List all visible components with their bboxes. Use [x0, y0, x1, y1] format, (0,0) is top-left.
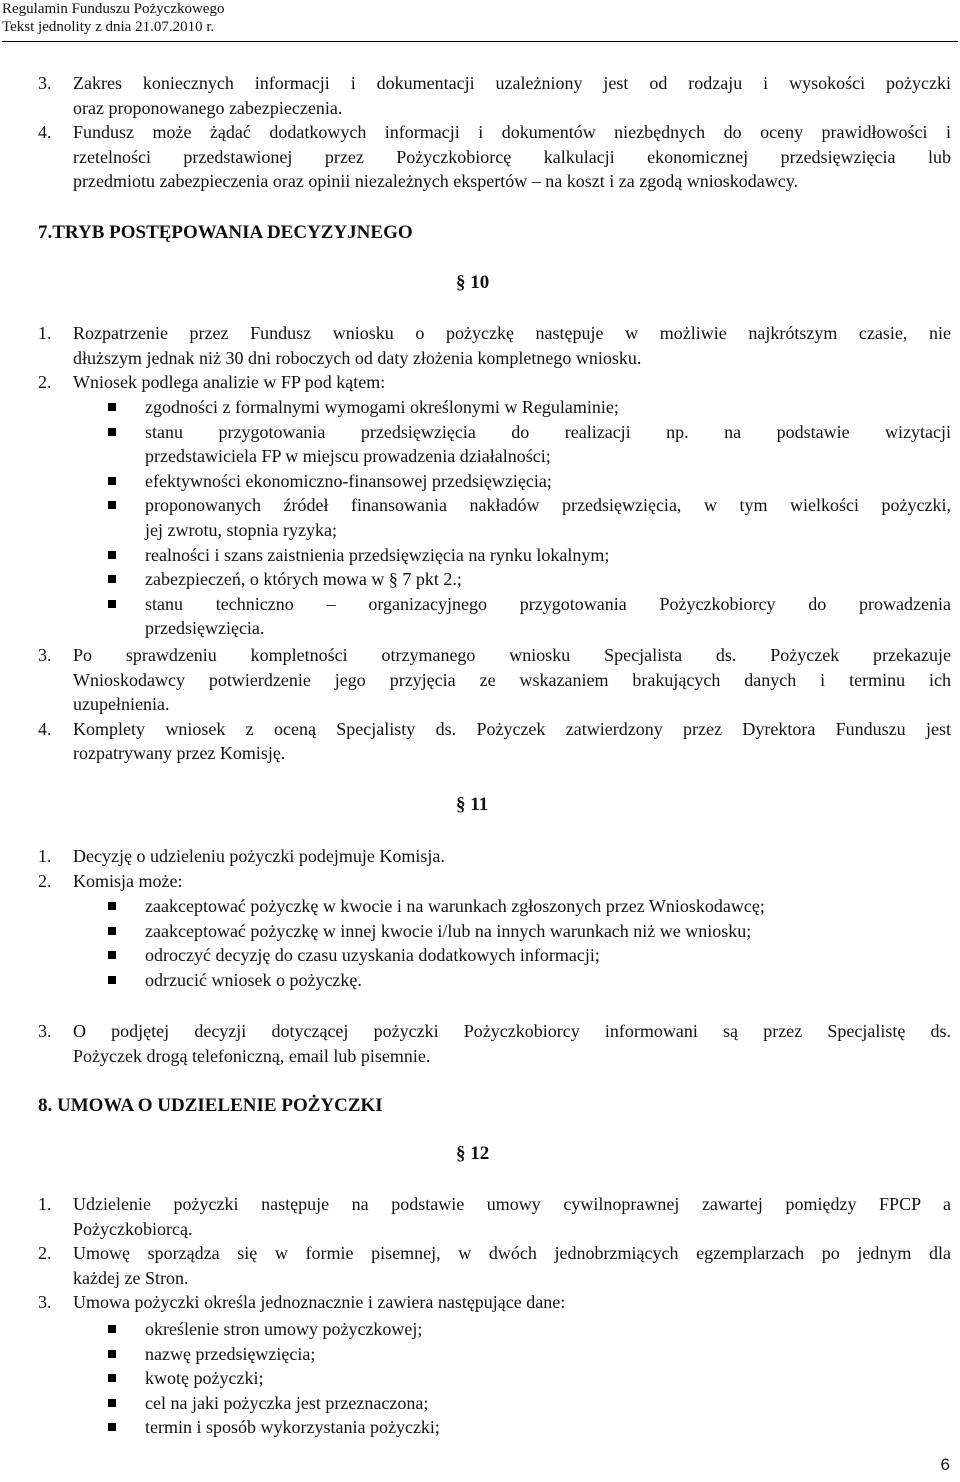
bullet-marker-icon — [108, 477, 116, 485]
paragraph-text: Umowę sporządza się w formie pisemnej, w dwóch jednobrzmiących egzemplarzach po jednym dla — [73, 1243, 951, 1264]
paragraph-text: rzetelności przedstawionej przez Pożyczkobiorcę kalkulacji ekonomicznej przedsięwzięcia lub — [73, 146, 951, 167]
bullet-marker-icon — [108, 403, 116, 411]
paragraph-text: Wnioskodawcy potwierdzenie jego przyjęcia ze wskazaniem brakujących danych i terminu ich — [73, 669, 951, 690]
paragraph-text: Pożyczek drogą telefoniczną, email lub pisemnie. — [73, 1045, 431, 1066]
paragraph-text: Komisja może: — [73, 870, 183, 891]
paragraph-text: Rozpatrzenie przez Fundusz wniosku o pożyczkę następuje w możliwie najkrótszym czasie, nie — [73, 323, 951, 343]
bullet-marker-icon — [108, 1325, 116, 1333]
paragraph-text: Zakres koniecznych informacji i dokumentacji uzależniony jest od rodzaju i wysokości pożyczki — [73, 73, 951, 93]
paragraph-text: Komplety wniosek z oceną Specjalisty ds. Pożyczek zatwierdzony przez Dyrektora Funduszu jest — [73, 718, 951, 739]
bullet-text: cel na jaki pożyczka jest przeznaczona; — [145, 1392, 429, 1413]
bullet-text: odroczyć decyzję do czasu uzyskania dodatkowych informacji; — [145, 945, 600, 966]
bullet-marker-icon — [108, 600, 116, 608]
bullet-marker-icon — [108, 1350, 116, 1358]
bullet-marker-icon — [108, 1423, 116, 1431]
bullet-text: stanu techniczno – organizacyjnego przygotowania Pożyczkobiorcy do prowadzenia — [145, 593, 951, 614]
bullet-text: zaakceptować pożyczkę w innej kwocie i/lub na innych warunkach niż we wniosku; — [145, 920, 752, 941]
list-number: 3. — [38, 73, 52, 93]
bullet-text: zaakceptować pożyczkę w kwocie i na warunkach zgłoszonych przez Wnioskodawcę; — [145, 896, 765, 916]
section-heading-7: 7.TRYB POSTĘPOWANIA DECYZYJNEGO — [38, 222, 413, 243]
header-title: Regulamin Funduszu Pożyczkowego — [2, 1, 225, 17]
list-number: 3. — [38, 645, 52, 665]
header-divider — [2, 41, 958, 42]
bullet-marker-icon — [108, 1399, 116, 1407]
list-number: 3. — [38, 1292, 52, 1313]
list-number: 1. — [38, 846, 52, 866]
paragraph-text: rozpatrywany przez Komisję. — [73, 743, 286, 764]
list-number: 2. — [38, 870, 52, 891]
bullet-text: przedstawiciela FP w miejscu prowadzenia działalności; — [145, 446, 551, 467]
paragraph-text: O podjętej decyzji dotyczącej pożyczki Pożyczkobiorcy informowani są przez Specjalistę ds. — [73, 1021, 951, 1041]
bullet-text: proponowanych źródeł finansowania nakładów przedsięwzięcia, w tym wielkości pożyczki, — [145, 495, 951, 516]
bullet-marker-icon — [108, 575, 116, 583]
paragraph-text: Pożyczkobiorcą. — [73, 1218, 193, 1239]
bullet-text: jej zwrotu, stopnia ryzyka; — [145, 520, 337, 540]
bullet-text: zgodności z formalnymi wymogami określonymi w Regulaminie; — [145, 397, 619, 417]
list-number: 1. — [38, 323, 52, 343]
bullet-text: realności i szans zaistnienia przedsięwzięcia na rynku lokalnym; — [145, 544, 610, 565]
bullet-marker-icon — [108, 976, 116, 984]
bullet-text: przedsięwzięcia. — [145, 618, 265, 639]
paragraph-text: Udzielenie pożyczki następuje na podstawie umowy cywilnoprawnej zawartej pomiędzy FPCP a — [73, 1194, 951, 1214]
paragraph-text: Fundusz może żądać dodatkowych informacji i dokumentów niezbędnych do oceny prawidłowości i — [73, 122, 951, 143]
list-number: 2. — [38, 372, 52, 393]
page-header — [2, 0, 958, 36]
paragraph-text: każdej ze Stron. — [73, 1267, 189, 1288]
bullet-text: nazwę przedsięwzięcia; — [145, 1343, 316, 1364]
paragraph-text: uzupełnienia. — [73, 694, 170, 715]
list-number: 4. — [38, 122, 52, 143]
paragraph-text: przedmiotu zabezpieczenia oraz opinii niezależnych ekspertów – na koszt i za zgodą wnioskodawcy. — [73, 171, 799, 192]
bullet-marker-icon — [108, 1374, 116, 1382]
paragraph-text: Decyzję o udzieleniu pożyczki podejmuje Komisja. — [73, 846, 445, 866]
paragraph-mark-10: § 10 — [456, 272, 490, 293]
bullet-text: zabezpieczeń, o których mowa w § 7 pkt 2.; — [145, 569, 462, 590]
bullet-marker-icon — [108, 927, 116, 935]
bullet-marker-icon — [108, 951, 116, 959]
bullet-marker-icon — [108, 902, 116, 910]
bullet-marker-icon — [108, 428, 116, 436]
bullet-text: odrzucić wniosek o pożyczkę. — [145, 969, 362, 990]
paragraph-text: Umowa pożyczki określa jednoznacznie i zawiera następujące dane: — [73, 1292, 566, 1313]
bullet-text: stanu przygotowania przedsięwzięcia do realizacji np. na podstawie wizytacji — [145, 421, 951, 442]
paragraph-mark-12: § 12 — [456, 1143, 490, 1164]
paragraph-text: Po sprawdzeniu kompletności otrzymanego wniosku Specjalista ds. Pożyczek przekazuje — [73, 645, 951, 665]
bullet-marker-icon — [108, 551, 116, 559]
paragraph-mark-11: § 11 — [456, 794, 489, 815]
paragraph-text: oraz proponowanego zabezpieczenia. — [73, 97, 343, 118]
list-number: 2. — [38, 1243, 52, 1264]
bullet-marker-icon — [108, 501, 116, 509]
list-number: 4. — [38, 718, 52, 739]
bullet-text: określenie stron umowy pożyczkowej; — [145, 1319, 423, 1339]
page-number: 6 — [940, 1455, 950, 1474]
bullet-text: termin i sposób wykorzystania pożyczki; — [145, 1417, 440, 1438]
list-number: 1. — [38, 1194, 52, 1214]
paragraph-text: dłuższym jednak niż 30 dni roboczych od daty złożenia kompletnego wniosku. — [73, 347, 642, 368]
bullet-text: efektywności ekonomiczno-finansowej przedsięwzięcia; — [145, 470, 552, 491]
bullet-text: kwotę pożyczki; — [145, 1368, 264, 1389]
header-subtitle: Tekst jednolity z dnia 21.07.2010 r. — [2, 19, 215, 35]
section-heading-8: 8. UMOWA O UDZIELENIE POŻYCZKI — [38, 1095, 383, 1116]
paragraph-text: Wniosek podlega analizie w FP pod kątem: — [73, 372, 386, 393]
list-number: 3. — [38, 1021, 52, 1041]
